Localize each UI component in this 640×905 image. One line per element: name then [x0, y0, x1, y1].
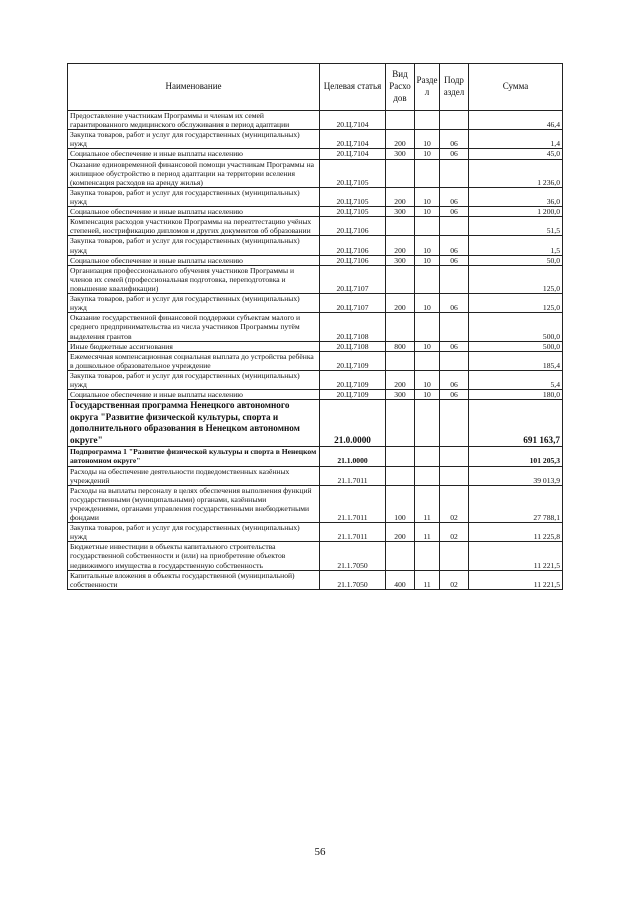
cell-code: 20.Ц.7105: [320, 187, 386, 206]
cell-type: 300: [386, 149, 415, 159]
cell-code: 21.1.7050: [320, 570, 386, 589]
cell-section: 10: [415, 187, 440, 206]
cell-name: Предоставление участникам Программы и членам их семей гарантированного медицинского обслуживания в период адаптации: [68, 111, 320, 130]
cell-name: Подпрограмма 1 "Развитие физической культуры и спорта в Ненецком автономном округе": [68, 447, 320, 466]
header-section: Разде л: [415, 64, 440, 111]
cell-sum: 5,4: [469, 370, 563, 389]
cell-section: 10: [415, 255, 440, 265]
cell-section: 11: [415, 570, 440, 589]
cell-sum: 101 205,3: [469, 447, 563, 466]
table-row: [68, 255, 563, 265]
cell-name: Социальное обеспечение и иные выплаты населению: [68, 255, 320, 265]
table-row: [68, 370, 563, 389]
cell-name: Иные бюджетные ассигнования: [68, 341, 320, 351]
cell-sum: 500,0: [469, 341, 563, 351]
cell-sum: 11 221,5: [469, 542, 563, 570]
cell-type: 300: [386, 390, 415, 400]
cell-subsection: 06: [440, 255, 469, 265]
table-row: [68, 111, 563, 130]
table-row: [68, 390, 563, 400]
table-row: [68, 400, 563, 447]
cell-subsection: [440, 217, 469, 236]
cell-code: 20.Ц.7106: [320, 255, 386, 265]
cell-subsection: 06: [440, 207, 469, 217]
cell-subsection: [440, 400, 469, 447]
table-row: [68, 187, 563, 206]
table-row: [68, 570, 563, 589]
cell-code: 20.Ц.7106: [320, 236, 386, 255]
cell-type: 300: [386, 207, 415, 217]
cell-subsection: [440, 542, 469, 570]
cell-code: 20.Ц.7109: [320, 370, 386, 389]
cell-sum: 45,0: [469, 149, 563, 159]
table-row: [68, 159, 563, 187]
cell-sum: 11 221,5: [469, 570, 563, 589]
cell-sum: 36,0: [469, 187, 563, 206]
header-sum: Сумма: [469, 64, 563, 111]
table-row: [68, 294, 563, 313]
cell-type: 200: [386, 187, 415, 206]
header-code: Целевая статья: [320, 64, 386, 111]
cell-sum: 691 163,7: [469, 400, 563, 447]
header-subsection: Подр аздел: [440, 64, 469, 111]
cell-subsection: 02: [440, 485, 469, 522]
cell-code: 20.Ц.7105: [320, 159, 386, 187]
cell-type: [386, 466, 415, 485]
table-row: [68, 485, 563, 522]
table-row: [68, 236, 563, 255]
cell-subsection: 06: [440, 341, 469, 351]
cell-name: Закупка товаров, работ и услуг для государственных (муниципальных) нужд: [68, 236, 320, 255]
cell-sum: 27 788,1: [469, 485, 563, 522]
cell-name: Закупка товаров, работ и услуг для государственных (муниципальных) нужд: [68, 187, 320, 206]
cell-subsection: 06: [440, 390, 469, 400]
cell-type: 200: [386, 523, 415, 542]
table-row: [68, 207, 563, 217]
cell-section: [415, 217, 440, 236]
cell-name: Организация профессионального обучения участников Программы и членов их семей (профессиональная подготовка, переподготовка и повышение квалификации): [68, 265, 320, 293]
cell-sum: 185,4: [469, 351, 563, 370]
table-row: [68, 217, 563, 236]
cell-sum: 1 236,0: [469, 159, 563, 187]
cell-code: 20.Ц.7104: [320, 130, 386, 149]
cell-subsection: [440, 265, 469, 293]
cell-type: [386, 313, 415, 341]
cell-code: 20.Ц.7108: [320, 341, 386, 351]
cell-section: 11: [415, 485, 440, 522]
cell-sum: 125,0: [469, 265, 563, 293]
cell-section: [415, 542, 440, 570]
cell-section: [415, 447, 440, 466]
cell-code: 20.Ц.7107: [320, 265, 386, 293]
cell-subsection: [440, 351, 469, 370]
cell-section: 10: [415, 130, 440, 149]
cell-subsection: 06: [440, 149, 469, 159]
cell-name: Ежемесячная компенсационная социальная выплата до устройства ребёнка в дошкольное образовательное учреждение: [68, 351, 320, 370]
cell-sum: 125,0: [469, 294, 563, 313]
cell-name: Закупка товаров, работ и услуг для государственных (муниципальных) нужд: [68, 130, 320, 149]
cell-section: 10: [415, 341, 440, 351]
cell-code: 20.Ц.7106: [320, 217, 386, 236]
cell-name: Закупка товаров, работ и услуг для государственных (муниципальных) нужд: [68, 523, 320, 542]
cell-sum: 500,0: [469, 313, 563, 341]
cell-code: 20.Ц.7104: [320, 149, 386, 159]
cell-section: [415, 159, 440, 187]
table-row: [68, 447, 563, 466]
cell-section: 10: [415, 207, 440, 217]
cell-subsection: 02: [440, 523, 469, 542]
cell-subsection: 06: [440, 294, 469, 313]
cell-sum: 51,5: [469, 217, 563, 236]
cell-type: [386, 542, 415, 570]
cell-code: 20.Ц.7109: [320, 351, 386, 370]
cell-name: Социальное обеспечение и иные выплаты населению: [68, 149, 320, 159]
header-type: Вид Расхо дов: [386, 64, 415, 111]
table-row: [68, 313, 563, 341]
cell-code: 20.Ц.7107: [320, 294, 386, 313]
table-header-row: [68, 64, 563, 111]
cell-name: Закупка товаров, работ и услуг для государственных (муниципальных) нужд: [68, 370, 320, 389]
cell-type: [386, 159, 415, 187]
cell-name: Капитальные вложения в объекты государственной (муниципальной) собственности: [68, 570, 320, 589]
table-body: [68, 111, 563, 590]
cell-sum: 46,4: [469, 111, 563, 130]
cell-subsection: [440, 466, 469, 485]
cell-type: 300: [386, 255, 415, 265]
cell-code: 20.Ц.7109: [320, 390, 386, 400]
cell-code: 20.Ц.7105: [320, 207, 386, 217]
cell-type: [386, 111, 415, 130]
cell-subsection: 06: [440, 130, 469, 149]
cell-sum: 39 013,9: [469, 466, 563, 485]
table-row: [68, 523, 563, 542]
cell-name: Закупка товаров, работ и услуг для государственных (муниципальных) нужд: [68, 294, 320, 313]
cell-type: 100: [386, 485, 415, 522]
cell-section: [415, 400, 440, 447]
cell-subsection: 02: [440, 570, 469, 589]
cell-subsection: [440, 159, 469, 187]
cell-subsection: [440, 313, 469, 341]
table-row: [68, 351, 563, 370]
cell-section: [415, 351, 440, 370]
cell-type: 800: [386, 341, 415, 351]
cell-section: 10: [415, 390, 440, 400]
cell-code: 21.1.7050: [320, 542, 386, 570]
cell-name: Социальное обеспечение и иные выплаты населению: [68, 390, 320, 400]
cell-name: Бюджетные инвестиции в объекты капитального строительства государственной собственности и (или) на приобретение объектов недвижимого имущества в государственную собственность: [68, 542, 320, 570]
cell-sum: 1,5: [469, 236, 563, 255]
table-row: [68, 130, 563, 149]
table-row: [68, 149, 563, 159]
cell-name: Оказание государственной финансовой поддержки субъектам малого и среднего предпринимательства из числа участников Программы путём выделения грантов: [68, 313, 320, 341]
cell-type: 200: [386, 130, 415, 149]
cell-section: [415, 466, 440, 485]
cell-section: 11: [415, 523, 440, 542]
cell-type: [386, 400, 415, 447]
cell-sum: 11 225,8: [469, 523, 563, 542]
cell-code: 21.1.7011: [320, 466, 386, 485]
cell-name: Расходы на выплаты персоналу в целях обеспечения выполнения функций государственными (муниципальными) органами, казёнными учреждениями, органами управления государственными внебюджетными фондами: [68, 485, 320, 522]
cell-type: [386, 351, 415, 370]
cell-name: Социальное обеспечение и иные выплаты населению: [68, 207, 320, 217]
table-row: [68, 542, 563, 570]
cell-sum: 50,0: [469, 255, 563, 265]
table-row: [68, 341, 563, 351]
cell-section: 10: [415, 149, 440, 159]
cell-section: [415, 111, 440, 130]
cell-code: 21.1.7011: [320, 523, 386, 542]
cell-type: [386, 265, 415, 293]
table-row: [68, 265, 563, 293]
cell-section: [415, 265, 440, 293]
cell-name: Расходы на обеспечение деятельности подведомственных казённых учреждений: [68, 466, 320, 485]
cell-type: 200: [386, 370, 415, 389]
cell-code: 21.0.0000: [320, 400, 386, 447]
cell-subsection: [440, 447, 469, 466]
cell-sum: 1,4: [469, 130, 563, 149]
cell-section: 10: [415, 236, 440, 255]
header-name: Наименование: [68, 64, 320, 111]
cell-code: 21.1.0000: [320, 447, 386, 466]
cell-code: 20.Ц.7104: [320, 111, 386, 130]
cell-subsection: [440, 111, 469, 130]
cell-section: [415, 313, 440, 341]
cell-name: Оказание единовременной финансовой помощи участникам Программы на жилищное обустройство в период адаптации на территории вселения (компенсация расходов на аренду жилья): [68, 159, 320, 187]
cell-name: Государственная программа Ненецкого автономного округа "Развитие физической культуры, спорта и дополнительного образования в Ненецком автономном округе": [68, 400, 320, 447]
cell-subsection: 06: [440, 370, 469, 389]
cell-type: [386, 447, 415, 466]
cell-type: 200: [386, 294, 415, 313]
cell-code: 21.1.7011: [320, 485, 386, 522]
cell-type: 200: [386, 236, 415, 255]
cell-section: 10: [415, 370, 440, 389]
cell-section: 10: [415, 294, 440, 313]
cell-sum: 1 200,0: [469, 207, 563, 217]
budget-table: [67, 63, 563, 590]
cell-name: Компенсация расходов участников Программы на переаттестацию учёных степеней, нострификацию дипломов и других документов об образовании: [68, 217, 320, 236]
cell-type: 400: [386, 570, 415, 589]
cell-subsection: 06: [440, 236, 469, 255]
page-number: 56: [314, 846, 326, 858]
cell-subsection: 06: [440, 187, 469, 206]
table-row: [68, 466, 563, 485]
cell-sum: 180,0: [469, 390, 563, 400]
cell-type: [386, 217, 415, 236]
cell-code: 20.Ц.7108: [320, 313, 386, 341]
